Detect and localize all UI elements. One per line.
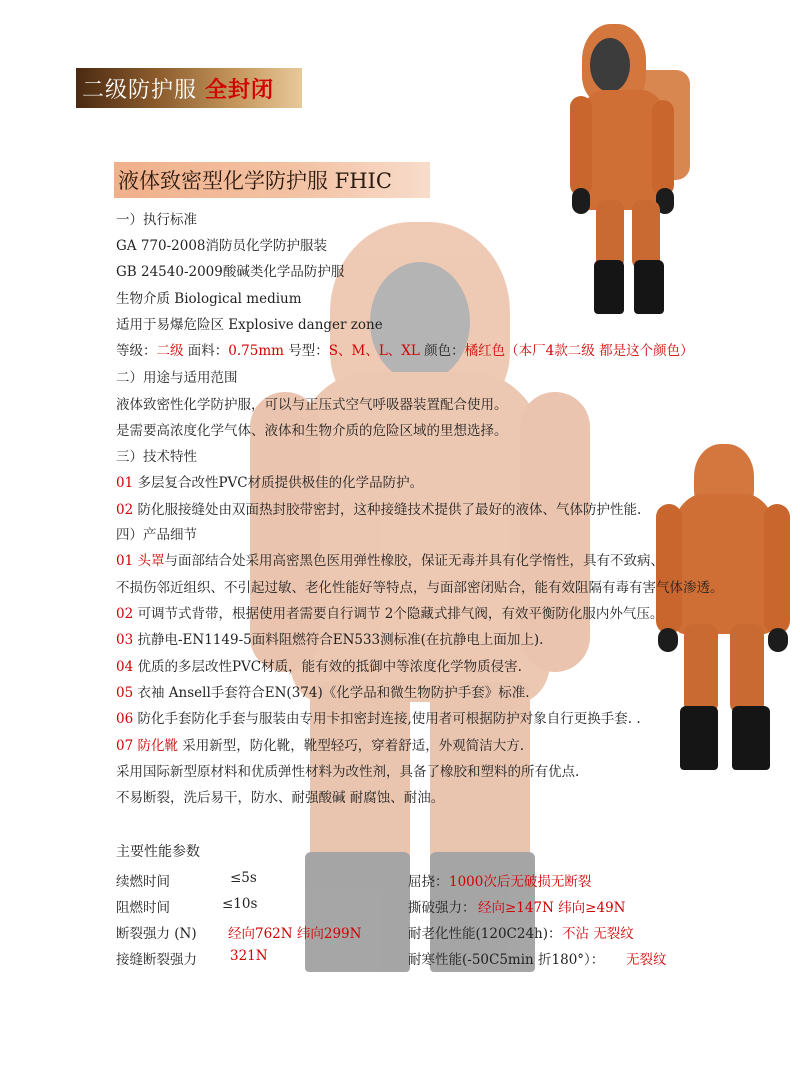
detail-item [116, 604, 663, 624]
banner-title: 二级防护服 [82, 77, 198, 103]
param-label: 耐老化性能(120C24h)： [408, 926, 562, 942]
item-number: 05 [116, 685, 134, 701]
item-number: 01 [116, 475, 134, 491]
param-value: 经向762N 纬向299N [228, 926, 362, 942]
detail-item [116, 709, 641, 729]
param-label: 屈挠： [408, 874, 449, 890]
product-title: 液体致密型化学防护服 FHIC [114, 162, 430, 198]
detail-item [116, 630, 543, 650]
detail-item [116, 683, 530, 703]
item-text: 可调节式背带，根据使用者需要自行调节 2个隐藏式排气阀，有效平衡防化服内外气压。 [133, 606, 664, 622]
item-number: 07 [116, 738, 134, 754]
suit-front-image [572, 20, 692, 310]
item-text: 采用新型，防化靴，靴型轻巧，穿着舒适，外观简洁大方. [177, 738, 525, 754]
detail-line: 不易断裂，洗后易干，防水、耐强酸碱 耐腐蚀、耐油。 [116, 790, 445, 806]
item-number: 04 [116, 659, 134, 675]
tech-item [116, 473, 423, 493]
section-heading-usage: 二）用途与适用范围 [116, 370, 238, 386]
usage-line: 是需要高浓度化学气体、液体和生物介质的危险区域的里想选择。 [116, 423, 508, 439]
fabric-label: 面料： [183, 343, 229, 359]
section-heading-details: 四）产品细节 [116, 527, 197, 543]
params-heading: 主要性能参数 [116, 844, 200, 860]
size-value: S、M、L、XL [328, 343, 420, 359]
color-value: 橘红色（本厂4款二级 都是这个颜色） [464, 343, 694, 359]
section-heading-tech: 三）技术特性 [116, 449, 197, 465]
category-banner [76, 68, 302, 108]
param-value: 无裂纹 [626, 952, 667, 968]
color-label: 颜色： [419, 343, 465, 359]
fabric-value: 0.75mm [228, 343, 284, 359]
spec-line [116, 341, 694, 361]
standard-line: 生物介质 Biological medium [116, 291, 302, 307]
item-text: 抗静电-EN1149-5面料阻燃符合EN533测标准(在抗静电上面加上). [133, 632, 544, 648]
item-text: 与面部结合处采用高密黑色医用弹性橡胶，保证无毒并具有化学惰性，具有不致病、 [164, 553, 664, 569]
grade-value: 二级 [156, 343, 184, 359]
item-text: 衣袖 Ansell手套符合EN(374)《化学品和微生物防护手套》标准. [133, 685, 530, 701]
standard-line: GB 24540-2009酸碱类化学品防护服 [116, 264, 345, 280]
standard-line: GA 770-2008消防员化学防护服装 [116, 238, 328, 254]
grade-label: 等级： [116, 343, 157, 359]
param-value: 1000次后无破损无断裂 [449, 874, 592, 890]
param-value: 不沾 无裂纹 [562, 926, 634, 942]
param-label: 撕破强力： [408, 900, 476, 916]
detail-item [116, 551, 664, 571]
item-text: 防化服接缝处由双面热封胶带密封，这种接缝技术提供了最好的液体、气体防护性能. [133, 502, 642, 518]
param-label: 接缝断裂强力 [116, 952, 197, 968]
size-label: 号型： [283, 343, 329, 359]
item-key: 防化靴 [133, 738, 178, 754]
param-value: ≤10s [222, 896, 258, 912]
item-text: 多层复合改性PVC材质提供极佳的化学品防护。 [133, 475, 424, 491]
param-value: ≤5s [230, 870, 257, 886]
tech-item [116, 500, 641, 520]
item-number: 02 [116, 502, 134, 518]
param-label: 耐寒性能(-50C5min 折180°）： [408, 952, 605, 968]
item-text: 优质的多层改性PVC材质，能有效的抵御中等浓度化学物质侵害. [133, 659, 522, 675]
suit-back-image [656, 444, 790, 774]
item-number: 01 [116, 553, 134, 569]
item-key: 头罩 [133, 553, 165, 569]
param-label: 续燃时间 [116, 874, 170, 890]
section-heading-standards: 一）执行标准 [116, 212, 197, 228]
detail-item-continued: 不损伤邻近组织、不引起过敏、老化性能好等特点，与面部密闭贴合，能有效阻隔有毒有害气体渗透。 [116, 580, 724, 596]
detail-line: 采用国际新型原材料和优质弹性材料为改性剂，具备了橡胶和塑料的所有优点. [116, 764, 580, 780]
item-number: 02 [116, 606, 134, 622]
item-text: 防化手套防化手套与服装由专用卡扣密封连接,使用者可根据防护对象自行更换手套. . [133, 711, 641, 727]
standard-line: 适用于易爆危险区 Explosive danger zone [116, 317, 383, 333]
param-value: 321N [230, 948, 268, 964]
item-number: 06 [116, 711, 134, 727]
detail-item [116, 657, 522, 677]
param-label: 断裂强力 (N) [116, 926, 197, 942]
item-number: 03 [116, 632, 134, 648]
param-label: 阻燃时间 [116, 900, 170, 916]
banner-highlight: 全封闭 [205, 76, 275, 103]
usage-line: 液体致密性化学防护服，可以与正压式空气呼吸器装置配合使用。 [116, 397, 508, 413]
detail-item [116, 736, 524, 756]
param-value: 经向≥147N 纬向≥49N [478, 900, 626, 916]
